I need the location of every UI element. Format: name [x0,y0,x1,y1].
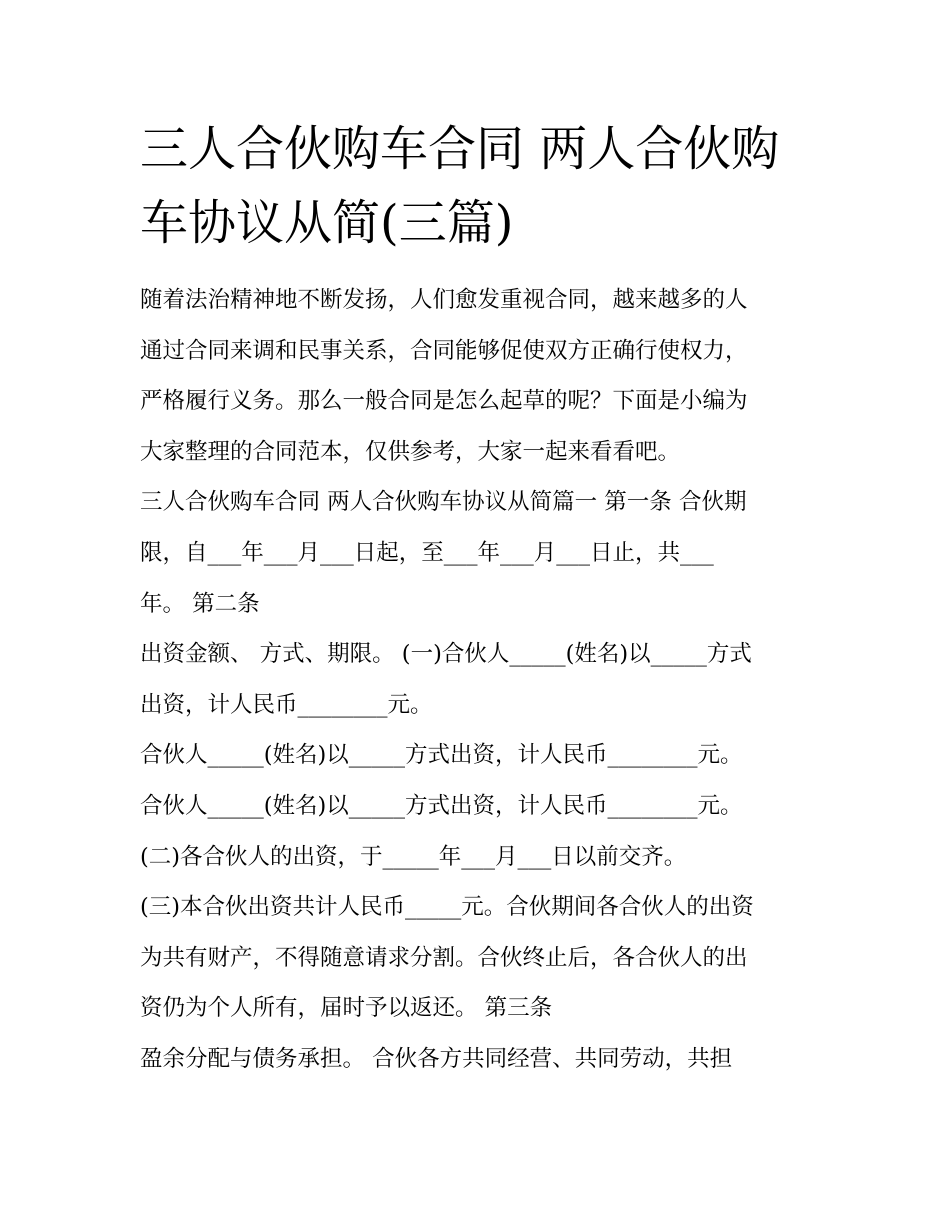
document-body [140,280,830,1090]
body-line: 限，自___年___月___日起，至___年___月___日止，共___ [140,539,714,566]
body-line: 严格履行义务。那么一般合同是怎么起草的呢？下面是小编为 [140,388,748,415]
body-line: 出资金额、 方式、期限。 (一)合伙人_____(姓名)以_____方式 [140,641,752,668]
body-line: 合伙人_____(姓名)以_____方式出资，计人民币________元。 [140,742,743,769]
document-title [140,112,830,260]
body-line: 三人合伙购车合同 两人合伙购车协议从简篇一 第一条 合伙期 [140,489,747,516]
body-line: 盈余分配与债务承担。 合伙各方共同经营、共同劳动，共担 [140,1045,733,1072]
body-line: 合伙人_____(姓名)以_____方式出资，计人民币________元。 [140,792,743,819]
title-line: 车协议从简(三篇) [140,195,514,251]
body-line: 出资，计人民币________元。 [140,691,433,718]
body-line: 资仍为个人所有，届时予以返还。 第三条 [140,995,553,1022]
body-line: 通过合同来调和民事关系，合同能够促使双方正确行使权力， [140,337,748,364]
body-line: (二)各合伙人的出资，于_____年___月___日以前交齐。 [140,843,687,870]
body-line: 年。 第二条 [140,590,260,617]
body-line: 为共有财产，不得随意请求分割。合伙终止后，各合伙人的出 [140,944,748,971]
body-line: (三)本合伙出资共计人民币_____元。合伙期间各合伙人的出资 [140,894,754,921]
title-line: 三人合伙购车合同 两人合伙购 [140,121,780,177]
body-line: 随着法治精神地不断发扬，人们愈发重视合同，越来越多的人 [140,287,748,313]
body-line: 大家整理的合同范本，仅供参考，大家一起来看看吧。 [140,438,681,465]
